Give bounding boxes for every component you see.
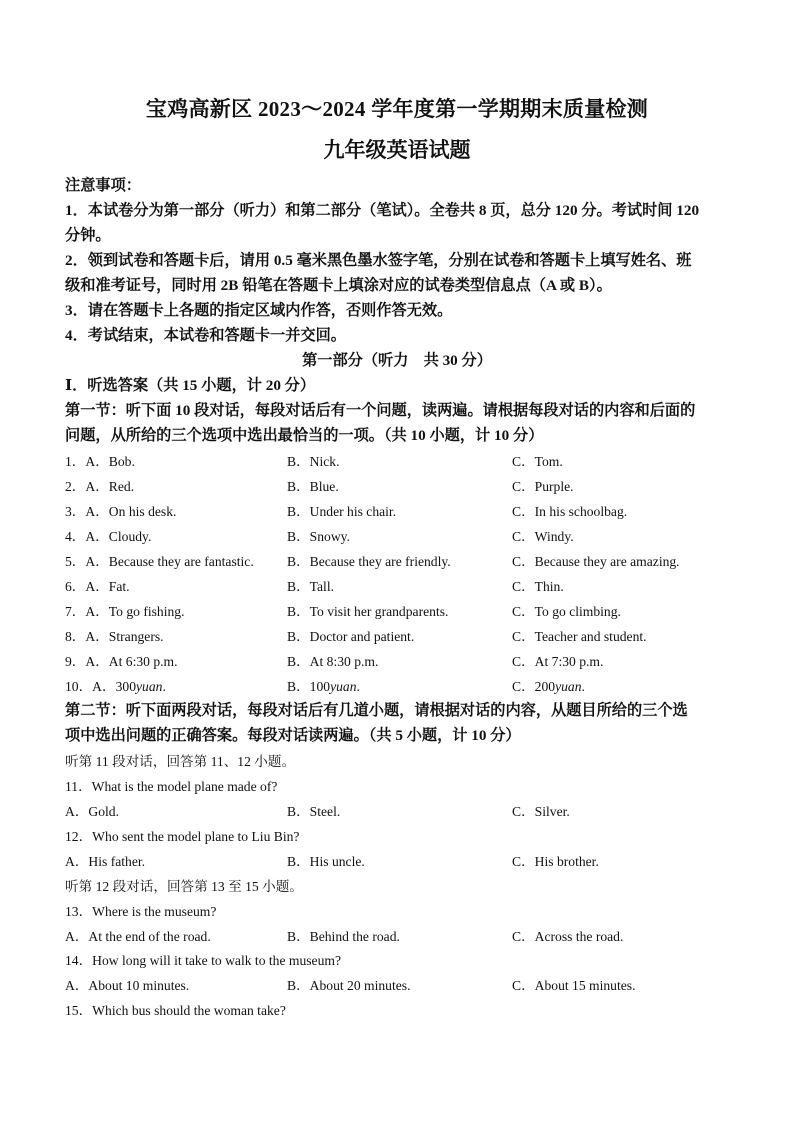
option-a: 4．A．Cloudy. [65,529,152,544]
option-b: B．About 20 minutes. [287,978,411,993]
option-a: A．Gold. [65,804,119,819]
option-a: 5．A．Because they are fantastic. [65,554,254,569]
option-a: 2．A．Red. [65,479,135,494]
dialog-intro: 听第 11 段对话，回答第 11、12 小题。 [65,754,296,769]
instructions: 项中选出问题的正确答案。每段对话读两遍。（共 5 小题，计 10 分） [65,727,521,744]
instructions: 问题，从所给的三个选项中选出最恰当的一项。（共 10 小题，计 10 分） [65,427,544,444]
option-a: A．His father. [65,854,146,869]
option-b: B．At 8:30 p.m. [287,654,379,669]
option-c: C．Tom. [512,454,563,469]
option-a: 1．A．Bob. [65,454,135,469]
instructions: 第二节：听下面两段对话，每段对话后有几道小题，请根据对话的内容，从题目所给的三个选 [65,702,688,719]
option-c: C．Silver. [512,804,570,819]
note-line: 2．领到试卷和答题卡后，请用 0.5 毫米黑色墨水签字笔，分别在试卷和答题卡上填写姓名、班 [65,252,692,269]
note-line: 1．本试卷分为第一部分（听力）和第二部分（笔试）。全卷共 8 页，总分 120 分。考试时间 120 [65,202,700,219]
option-a: 7．A．To go fishing. [65,604,185,619]
option-b: B．Steel. [287,804,341,819]
question-stem: 11．What is the model plane made of? [65,779,278,794]
option-b: B．Nick. [287,454,340,469]
notes-heading: 注意事项： [65,177,141,194]
option-c: C．Across the road. [512,929,624,944]
option-a: A．About 10 minutes. [65,978,190,993]
option-c: C．To go climbing. [512,604,621,619]
option-b: B．Doctor and patient. [287,629,415,644]
option-c: C．Windy. [512,529,574,544]
option-b: B．Behind the road. [287,929,400,944]
option-c: C．At 7:30 p.m. [512,654,604,669]
option-a: 6．A．Fat. [65,579,130,594]
instructions: 第一节：听下面 10 段对话，每段对话后有一个问题，读两遍。请根据每段对话的内容和后面的 [65,402,696,419]
option-c: C．200yuan. [512,679,585,694]
option-a: 10．A．300yuan. [65,679,166,694]
part-heading: 第一部分（听力 共 30 分） [302,352,492,369]
option-b: B．100yuan. [287,679,360,694]
question-stem: 15．Which bus should the woman take? [65,1003,286,1018]
option-c: C．Thin. [512,579,564,594]
note-line: 级和准考证号，同时用 2B 铅笔在答题卡上填涂对应的试卷类型信息点（A 或 B）。 [65,277,612,294]
note-line: 3．请在答题卡上各题的指定区域内作答，否则作答无效。 [65,302,453,319]
option-c: C．In his schoolbag. [512,504,628,519]
option-c: C．His brother. [512,854,599,869]
note-line: 4．考试结束，本试卷和答题卡一并交回。 [65,327,346,344]
question-stem: 14．How long will it take to walk to the museum? [65,953,341,968]
question-stem: 13．Where is the museum? [65,904,217,919]
note-line: 分钟。 [65,227,111,244]
option-b: B．Because they are friendly. [287,554,451,569]
option-b: B．Tall. [287,579,335,594]
option-b: B．Under his chair. [287,504,397,519]
exam-title: 宝鸡高新区 2023～2024 学年度第一学期期末质量检测 [145,97,649,121]
option-a: 8．A．Strangers. [65,629,164,644]
question-stem: 12．Who sent the model plane to Liu Bin? [65,829,300,844]
option-c: C．Because they are amazing. [512,554,680,569]
dialog-intro: 听第 12 段对话，回答第 13 至 15 小题。 [65,879,303,894]
option-b: B．His uncle. [287,854,365,869]
option-a: 9．A．At 6:30 p.m. [65,654,178,669]
option-b: B．To visit her grandparents. [287,604,449,619]
option-a: 3．A．On his desk. [65,504,177,519]
option-a: A．At the end of the road. [65,929,211,944]
option-c: C．Purple. [512,479,574,494]
option-b: B．Snowy. [287,529,350,544]
exam-subtitle: 九年级英语试题 [323,138,471,162]
option-b: B．Blue. [287,479,339,494]
section-heading: Ⅰ．听选答案（共 15 小题，计 20 分） [65,377,316,394]
option-c: C．Teacher and student. [512,629,647,644]
option-c: C．About 15 minutes. [512,978,636,993]
